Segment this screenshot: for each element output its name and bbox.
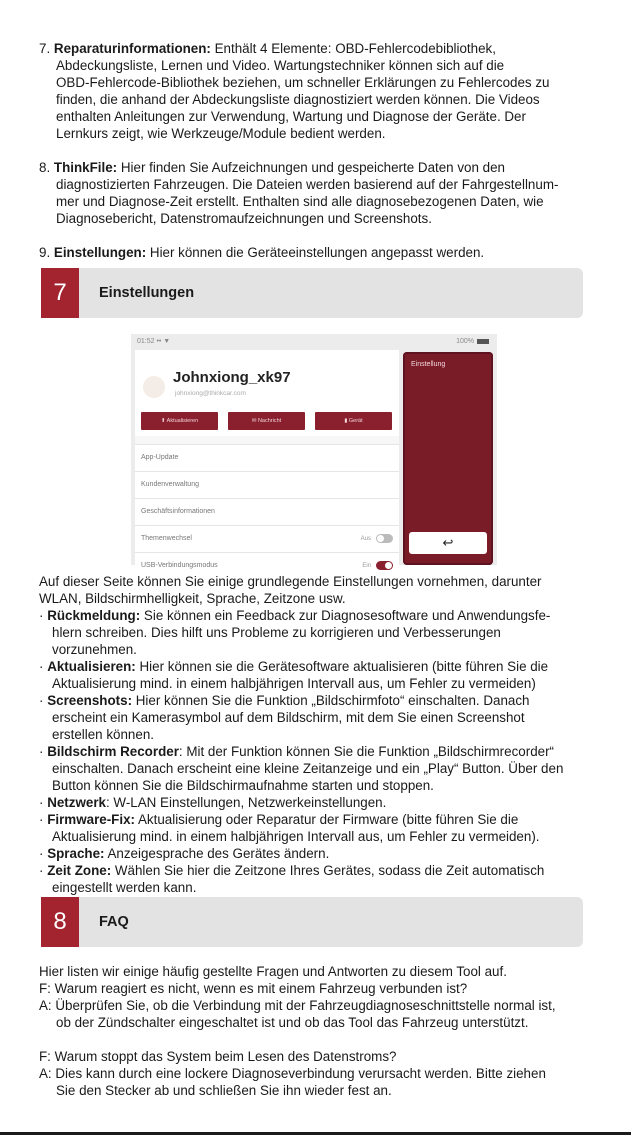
settings-intro: Auf dieser Seite können Sie einige grundlegende Einstellungen vornehmen, darunter WLAN, Bildschirmhelligkeit, Sprache, Zeitzone usw. (39, 574, 542, 606)
back-icon: ↩ (442, 535, 454, 550)
settings-description (39, 573, 614, 896)
item-title: Reparaturinformationen: (53, 41, 211, 56)
faq-answer: A: Überprüfen Sie, ob die Verbindung mit der Fahrzeugdiagnoseschnittstelle normal ist, ob der Zündschalter eingeschaltet ist und ob das Tool das Fahrzeug unterstützt. (39, 998, 556, 1030)
item-number: 9. (39, 245, 51, 260)
update-button[interactable]: ⬆ Aktualisieren (141, 412, 218, 430)
avatar[interactable] (143, 376, 165, 398)
status-bar (131, 334, 497, 348)
settings-side-panel (403, 352, 493, 565)
back-button[interactable] (409, 532, 487, 554)
message-icon: ✉ (251, 418, 258, 424)
section-number: 8 (41, 897, 79, 947)
bullet-update: · Aktualisieren: Hier können sie die Gerätesoftware aktualisieren (bitte führen Sie die Aktualisierung mind. in einem halbjährigen Intervall aus, um Fehler zu vermeiden) (39, 659, 549, 691)
item-number: 7. (39, 41, 51, 56)
settings-list-panel (135, 350, 399, 569)
row-theme-switch (135, 525, 399, 552)
bullet-screen-recorder: · Bildschirm Recorder: Mit der Funktion können Sie die Funktion „Bildschirmrecorder“ einschalten. Danach erscheint eine kleine Zeitanzeige und ein „Play“ Button. Über den Button können Sie die Bildschirmaufnahme starten und stoppen. (39, 744, 564, 793)
row-label: Themenwechsel (141, 535, 192, 542)
toggle-state-text: Ein (362, 563, 371, 569)
bullet-screenshots: · Screenshots: Hier können Sie die Funktion „Bildschirmfoto“ einschalten. Danach erscheint ein Kamerasymbol auf dem Bildschirm, mit dem Sie einen Screenshot erstellen können. (39, 693, 530, 742)
item-text: OBD-Fehlercode-Bibliothek beziehen, um schneller Erklärungen zu Fehlercodes zu (56, 75, 550, 90)
item-text: enthalten Anleitungen zur Verwendung, Wartung und Diagnose der Geräte. Der (56, 109, 526, 124)
row-customer-management[interactable] (135, 471, 399, 498)
device-icon: ▮ (344, 418, 349, 424)
battery-level: 100% (456, 338, 474, 345)
intro-item-7 (39, 40, 599, 142)
item-number: 8. (39, 160, 51, 175)
item-text: diagnostizierten Fahrzeugen. Die Dateien werden basierend auf der Fahrgestellnum- (56, 177, 559, 192)
bullet-feedback: · Rückmeldung: Sie können ein Feedback zur Diagnosesoftware und Anwendungsfe- hlern schreiben. Dies hilft uns Probleme zu korrigieren und Verbesserungen vorzunehmen. (39, 608, 551, 657)
item-text: Diagnosebericht, Datenstromaufzeichnungen und Screenshots. (56, 211, 432, 226)
faq-intro: Hier listen wir einige häufig gestellte Fragen und Antworten zu diesem Tool auf. (39, 964, 507, 979)
row-app-update[interactable] (135, 444, 399, 471)
section-header-faq (41, 897, 583, 947)
item-title: ThinkFile: (53, 160, 118, 175)
section-number: 7 (41, 268, 79, 318)
toggle-state-text: Aus (360, 536, 371, 542)
item-text: Lernkurs zeigt, wie Werkzeuge/Module bedient werden. (56, 126, 386, 141)
section-header-settings (41, 268, 583, 318)
row-label: Kundenverwaltung (141, 481, 199, 488)
faq-answer: A: Dies kann durch eine lockere Diagnoseverbindung verursacht werden. Bitte ziehen Sie den Stecker ab und schließen Sie ihn wieder fest an. (39, 1066, 546, 1098)
upload-icon: ⬆ (160, 418, 167, 424)
row-business-info[interactable] (135, 498, 399, 525)
user-email: johnxiong@thinkcar.com (175, 390, 246, 397)
panel-title: Einstellung (411, 361, 446, 368)
status-time: 01:52 •• ▼ (137, 338, 171, 345)
item-title: Einstellungen: (53, 245, 147, 260)
item-text: Hier finden Sie Aufzeichnungen und gespeicherte Daten von den (117, 160, 505, 175)
item-text: Abdeckungsliste, Lernen und Video. Wartungstechniker können sich auf die (56, 58, 505, 73)
faq-content (39, 963, 619, 1099)
item-text: finden, die anhand der Abdeckungsliste diagnostiziert werden können. Die Videos (56, 92, 540, 107)
battery-icon (477, 339, 489, 344)
username: Johnxiong_xk97 (173, 369, 291, 386)
section-title: Einstellungen (99, 285, 195, 301)
usb-toggle[interactable] (376, 561, 393, 570)
faq-question: F: Warum reagiert es nicht, wenn es mit einem Fahrzeug verbunden ist? (39, 981, 468, 996)
item-text: Enthält 4 Elemente: OBD-Fehlercodebibliothek, (210, 41, 496, 56)
bullet-network: · Netzwerk: W-LAN Einstellungen, Netzwerkeinstellungen. (39, 795, 387, 810)
row-label: USB-Verbindungsmodus (141, 562, 218, 569)
row-label: App-Update (141, 454, 179, 461)
intro-list (39, 40, 599, 261)
device-screenshot (131, 334, 497, 569)
faq-question: F: Warum stoppt das System beim Lesen des Datenstroms? (39, 1049, 397, 1064)
bullet-firmware: · Firmware-Fix: Aktualisierung oder Reparatur der Firmware (bitte führen Sie die Aktualisierung mind. in einem halbjährigen Intervall aus, um Fehler zu vermeiden). (39, 812, 540, 844)
message-button[interactable]: ✉ Nachricht (228, 412, 305, 430)
profile-card (135, 350, 399, 436)
item-text: Hier können die Geräteeinstellungen angepasst werden. (146, 245, 485, 260)
device-button[interactable]: ▮ Gerät (315, 412, 392, 430)
intro-item-8 (39, 159, 599, 227)
theme-toggle[interactable] (376, 534, 393, 543)
bullet-timezone: · Zeit Zone: Wählen Sie hier die Zeitzone Ihres Gerätes, sodass die Zeit automatisch eingestellt werden kann. (39, 863, 545, 895)
intro-item-9 (39, 244, 599, 261)
item-text: mer und Diagnose-Zeit erstellt. Enthalten sind alle diagnosebezogenen Daten, wie (56, 194, 544, 209)
bullet-language: · Sprache: Anzeigesprache des Gerätes ändern. (39, 846, 330, 861)
battery-status (456, 337, 489, 346)
row-label: Geschäftsinformationen (141, 508, 215, 515)
section-title: FAQ (99, 914, 129, 930)
